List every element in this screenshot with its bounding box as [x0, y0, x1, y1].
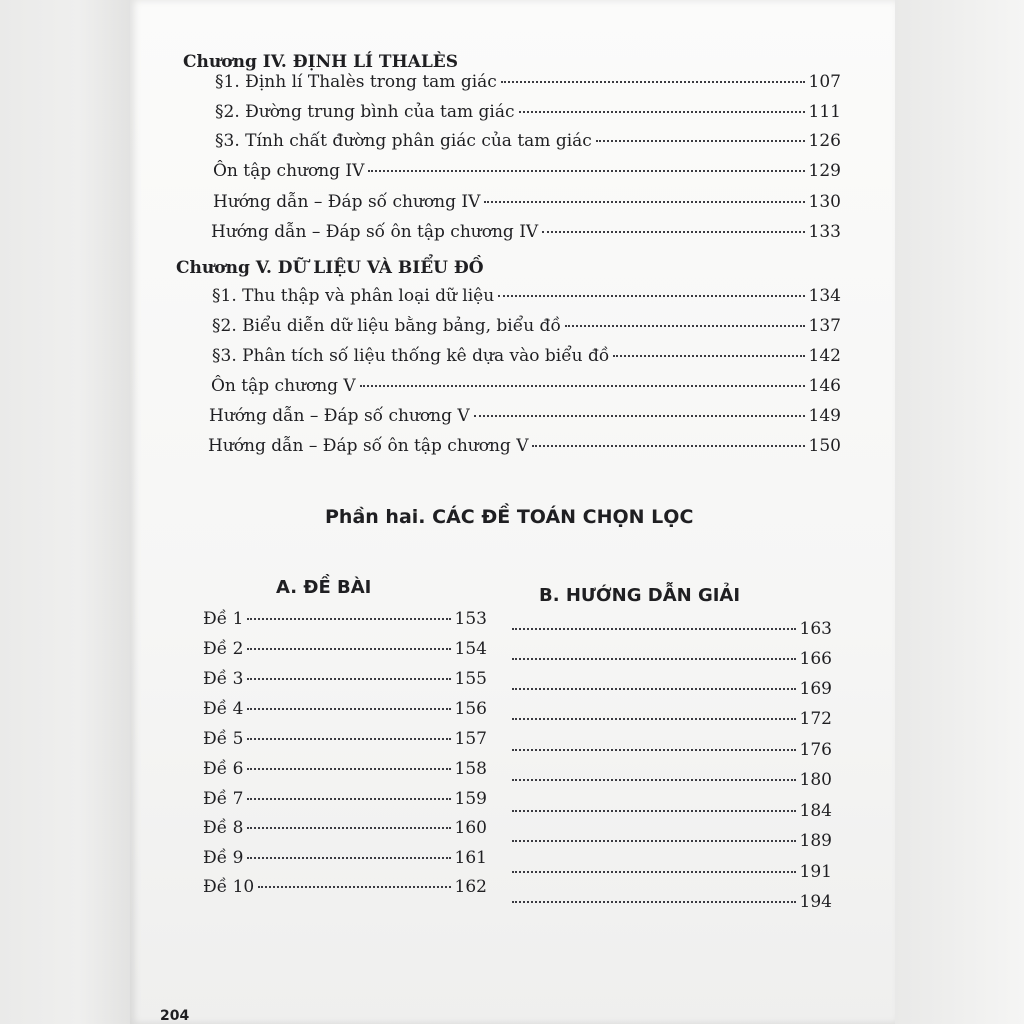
toc-entry[interactable] — [209, 406, 841, 426]
part-two-prefix: Phần hai. — [325, 506, 426, 528]
dot-leader — [542, 231, 804, 233]
toc-entry-label: Hướng dẫn – Đáp số ôn tập chương IV — [211, 222, 539, 242]
dot-leader — [247, 738, 450, 740]
exam-entry[interactable] — [203, 729, 487, 749]
toc-entry-label: §1. Định lí Thalès trong tam giác — [215, 72, 497, 92]
answer-page: 189 — [799, 831, 832, 851]
exam-entry[interactable] — [203, 848, 487, 868]
toc-entry-page: 129 — [808, 161, 841, 181]
toc-entry-label: Hướng dẫn – Đáp số chương IV — [213, 192, 481, 212]
exam-label: Đề 6 — [203, 759, 244, 779]
dot-leader — [512, 749, 796, 751]
answer-entry[interactable] — [510, 770, 832, 790]
exam-label: Đề 5 — [203, 729, 244, 749]
dot-leader — [368, 170, 804, 172]
dot-leader — [512, 628, 796, 630]
dot-leader — [512, 688, 796, 690]
toc-entry-page: 133 — [808, 222, 841, 242]
answer-entry[interactable] — [510, 709, 832, 729]
exam-page: 156 — [454, 699, 487, 719]
dot-leader — [247, 618, 450, 620]
right-background — [894, 0, 1024, 1024]
toc-entry[interactable] — [208, 436, 841, 456]
dot-leader — [512, 871, 796, 873]
dot-leader — [565, 325, 805, 327]
dot-leader — [512, 718, 796, 720]
dot-leader — [474, 415, 805, 417]
toc-entry-label: §2. Biểu diễn dữ liệu bằng bảng, biểu đồ — [212, 316, 561, 336]
toc-entry[interactable] — [213, 192, 841, 212]
exam-entry[interactable] — [203, 699, 487, 719]
answer-entry[interactable] — [510, 831, 832, 851]
toc-entry-label: §3. Tính chất đường phân giác của tam giác — [215, 131, 592, 151]
dot-leader — [247, 678, 450, 680]
answer-page: 191 — [799, 862, 832, 882]
toc-entry-page: 142 — [808, 346, 841, 366]
exam-page: 161 — [454, 848, 487, 868]
toc-entry[interactable] — [213, 161, 841, 181]
exam-page: 157 — [454, 729, 487, 749]
dot-leader — [512, 901, 796, 903]
toc-entry-page: 149 — [808, 406, 841, 426]
dot-leader — [596, 140, 805, 142]
exam-label: Đề 2 — [203, 639, 244, 659]
exam-entry[interactable] — [203, 609, 487, 629]
dot-leader — [247, 768, 450, 770]
exam-page: 162 — [454, 877, 487, 897]
exam-label: Đề 8 — [203, 818, 244, 838]
exam-label: Đề 3 — [203, 669, 244, 689]
chapter-4-title: Chương IV. ĐỊNH LÍ THALÈS — [183, 52, 459, 72]
toc-entry-label: §1. Thu thập và phân loại dữ liệu — [212, 286, 495, 306]
toc-entry-label: §2. Đường trung bình của tam giác — [215, 102, 515, 122]
toc-entry-page: 137 — [808, 316, 841, 336]
dot-leader — [519, 111, 805, 113]
dot-leader — [532, 445, 804, 447]
toc-entry-label: §3. Phân tích số liệu thống kê dựa vào biểu đồ — [212, 346, 610, 366]
toc-entry-page: 130 — [808, 192, 841, 212]
exam-label: Đề 9 — [203, 848, 244, 868]
part-two-name: CÁC ĐỀ TOÁN CHỌN LỌC — [432, 506, 694, 528]
dot-leader — [501, 81, 805, 83]
dot-leader — [247, 648, 450, 650]
exam-page: 160 — [454, 818, 487, 838]
answer-entry[interactable] — [510, 892, 832, 912]
exam-entry[interactable] — [203, 818, 487, 838]
part-two-title — [325, 506, 693, 528]
dot-leader — [258, 886, 450, 888]
answer-entry[interactable] — [510, 649, 832, 669]
exam-page: 159 — [454, 789, 487, 809]
answer-page: 184 — [799, 801, 832, 821]
toc-entry-label: Hướng dẫn – Đáp số chương V — [209, 406, 470, 426]
dot-leader — [498, 295, 804, 297]
answer-page: 176 — [799, 740, 832, 760]
answer-entry[interactable] — [510, 801, 832, 821]
exam-entry[interactable] — [203, 639, 487, 659]
toc-entry-page: 146 — [808, 376, 841, 396]
toc-entry-label: Ôn tập chương IV — [213, 161, 365, 181]
left-background — [0, 0, 132, 1024]
answer-page: 163 — [799, 619, 832, 639]
dot-leader — [512, 840, 796, 842]
exam-label: Đề 7 — [203, 789, 244, 809]
exam-page: 158 — [454, 759, 487, 779]
dot-leader — [613, 355, 804, 357]
exam-page: 154 — [454, 639, 487, 659]
dot-leader — [512, 658, 796, 660]
dot-leader — [360, 385, 805, 387]
exam-label: Đề 1 — [203, 609, 244, 629]
chapter-5-title: Chương V. DỮ LIỆU VÀ BIỂU ĐỒ — [176, 258, 484, 278]
dot-leader — [512, 779, 796, 781]
answer-page: 166 — [799, 649, 832, 669]
answer-page: 169 — [799, 679, 832, 699]
dot-leader — [247, 827, 450, 829]
toc-entry-page: 126 — [808, 131, 841, 151]
toc-entry-page: 134 — [808, 286, 841, 306]
toc-entry[interactable] — [212, 286, 841, 306]
answer-page: 172 — [799, 709, 832, 729]
toc-entry-label: Ôn tập chương V — [211, 376, 356, 396]
exam-entry[interactable] — [203, 759, 487, 779]
toc-entry[interactable] — [215, 131, 841, 151]
dot-leader — [247, 857, 450, 859]
page-number: 204 — [160, 1008, 190, 1024]
answer-entry[interactable] — [510, 740, 832, 760]
exam-page: 153 — [454, 609, 487, 629]
exam-entry[interactable] — [203, 877, 487, 897]
answer-entry[interactable] — [510, 679, 832, 699]
toc-entry[interactable] — [215, 102, 841, 122]
toc-entry-page: 111 — [808, 102, 841, 122]
toc-entry-page: 150 — [808, 436, 841, 456]
toc-entry[interactable] — [211, 376, 841, 396]
toc-entry-label: Hướng dẫn – Đáp số ôn tập chương V — [208, 436, 529, 456]
exam-label: Đề 4 — [203, 699, 244, 719]
answer-entry[interactable] — [510, 619, 832, 639]
exam-page: 155 — [454, 669, 487, 689]
answer-entry[interactable] — [510, 862, 832, 882]
exam-entry[interactable] — [203, 789, 487, 809]
dot-leader — [247, 798, 450, 800]
dot-leader — [247, 708, 450, 710]
exam-entry[interactable] — [203, 669, 487, 689]
dot-leader — [512, 810, 796, 812]
exam-label: Đề 10 — [203, 877, 255, 897]
column-a-heading: A. ĐỀ BÀI — [276, 577, 372, 598]
dot-leader — [484, 201, 804, 203]
toc-entry[interactable] — [212, 316, 841, 336]
column-b-heading: B. HƯỚNG DẪN GIẢI — [539, 585, 741, 606]
answer-page: 194 — [799, 892, 832, 912]
toc-entry[interactable] — [212, 346, 841, 366]
toc-entry[interactable] — [215, 72, 841, 92]
answer-page: 180 — [799, 770, 832, 790]
toc-entry-page: 107 — [808, 72, 841, 92]
toc-entry[interactable] — [211, 222, 841, 242]
